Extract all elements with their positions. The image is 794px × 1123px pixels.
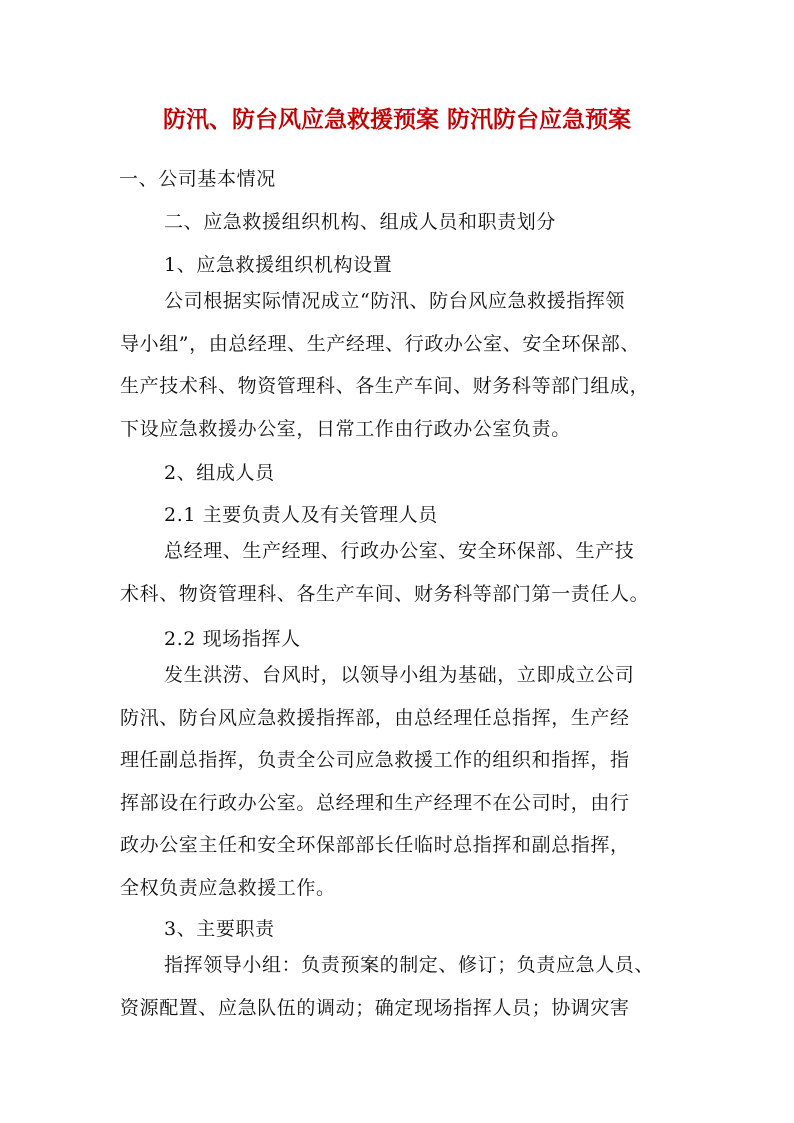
heading-main-responsible: 2.1 主要负责人及有关管理人员 xyxy=(164,504,438,526)
paragraph-line: 总经理、生产经理、行政办公室、安全环保部、生产技 xyxy=(164,540,635,562)
heading-site-commander: 2.2 现场指挥人 xyxy=(164,628,301,650)
paragraph-line: 理任副总指挥，负责全公司应急救援工作的组织和指挥，指 xyxy=(120,749,630,771)
heading-org-setup: 1、应急救援组织机构设置 xyxy=(164,254,393,276)
paragraph-line: 全权负责应急救援工作。 xyxy=(120,876,336,899)
paragraph-org-setup xyxy=(120,289,684,459)
paragraph-duties xyxy=(120,953,684,1038)
paragraph-line: 指挥领导小组：负责预案的制定、修订；负责应急人员、 xyxy=(164,954,655,976)
paragraph-main-responsible xyxy=(120,539,684,624)
paragraph-line: 资源配置、应急队伍的调动；确定现场指挥人员；协调灾害 xyxy=(120,996,630,1019)
paragraph-line: 导小组”，由总经理、生产经理、行政办公室、安全环保部、 xyxy=(120,332,640,355)
heading-organization: 二、应急救援组织机构、组成人员和职责划分 xyxy=(164,211,557,233)
paragraph-line: 发生洪涝、台风时，以领导小组为基础，立即成立公司 xyxy=(164,664,635,686)
heading-duties: 3、主要职责 xyxy=(164,918,275,940)
paragraph-line: 生产技术科、物资管理科、各生产车间、财务科等部门组成， xyxy=(120,375,650,397)
paragraph-line: 公司根据实际情况成立“防汛、防台风应急救援指挥领 xyxy=(164,290,626,312)
paragraph-line: 挥部设在行政办公室。总经理和生产经理不在公司时，由行 xyxy=(120,791,630,814)
heading-members: 2、组成人员 xyxy=(164,462,275,484)
paragraph-site-commander xyxy=(120,663,684,918)
heading-company-info: 一、公司基本情况 xyxy=(119,168,276,190)
paragraph-line: 政办公室主任和安全环保部部长任临时总指挥和副总指挥， xyxy=(120,834,630,856)
paragraph-line: 防汛、防台风应急救援指挥部，由总经理任总指挥，生产经 xyxy=(120,706,630,729)
paragraph-line: 术科、物资管理科、各生产车间、财务科等部门第一责任人。 xyxy=(120,582,650,605)
document-title: 防汛、防台风应急救援预案 防汛防台应急预案 xyxy=(162,106,631,133)
paragraph-line: 下设应急救援办公室，日常工作由行政办公室负责。 xyxy=(120,417,571,440)
